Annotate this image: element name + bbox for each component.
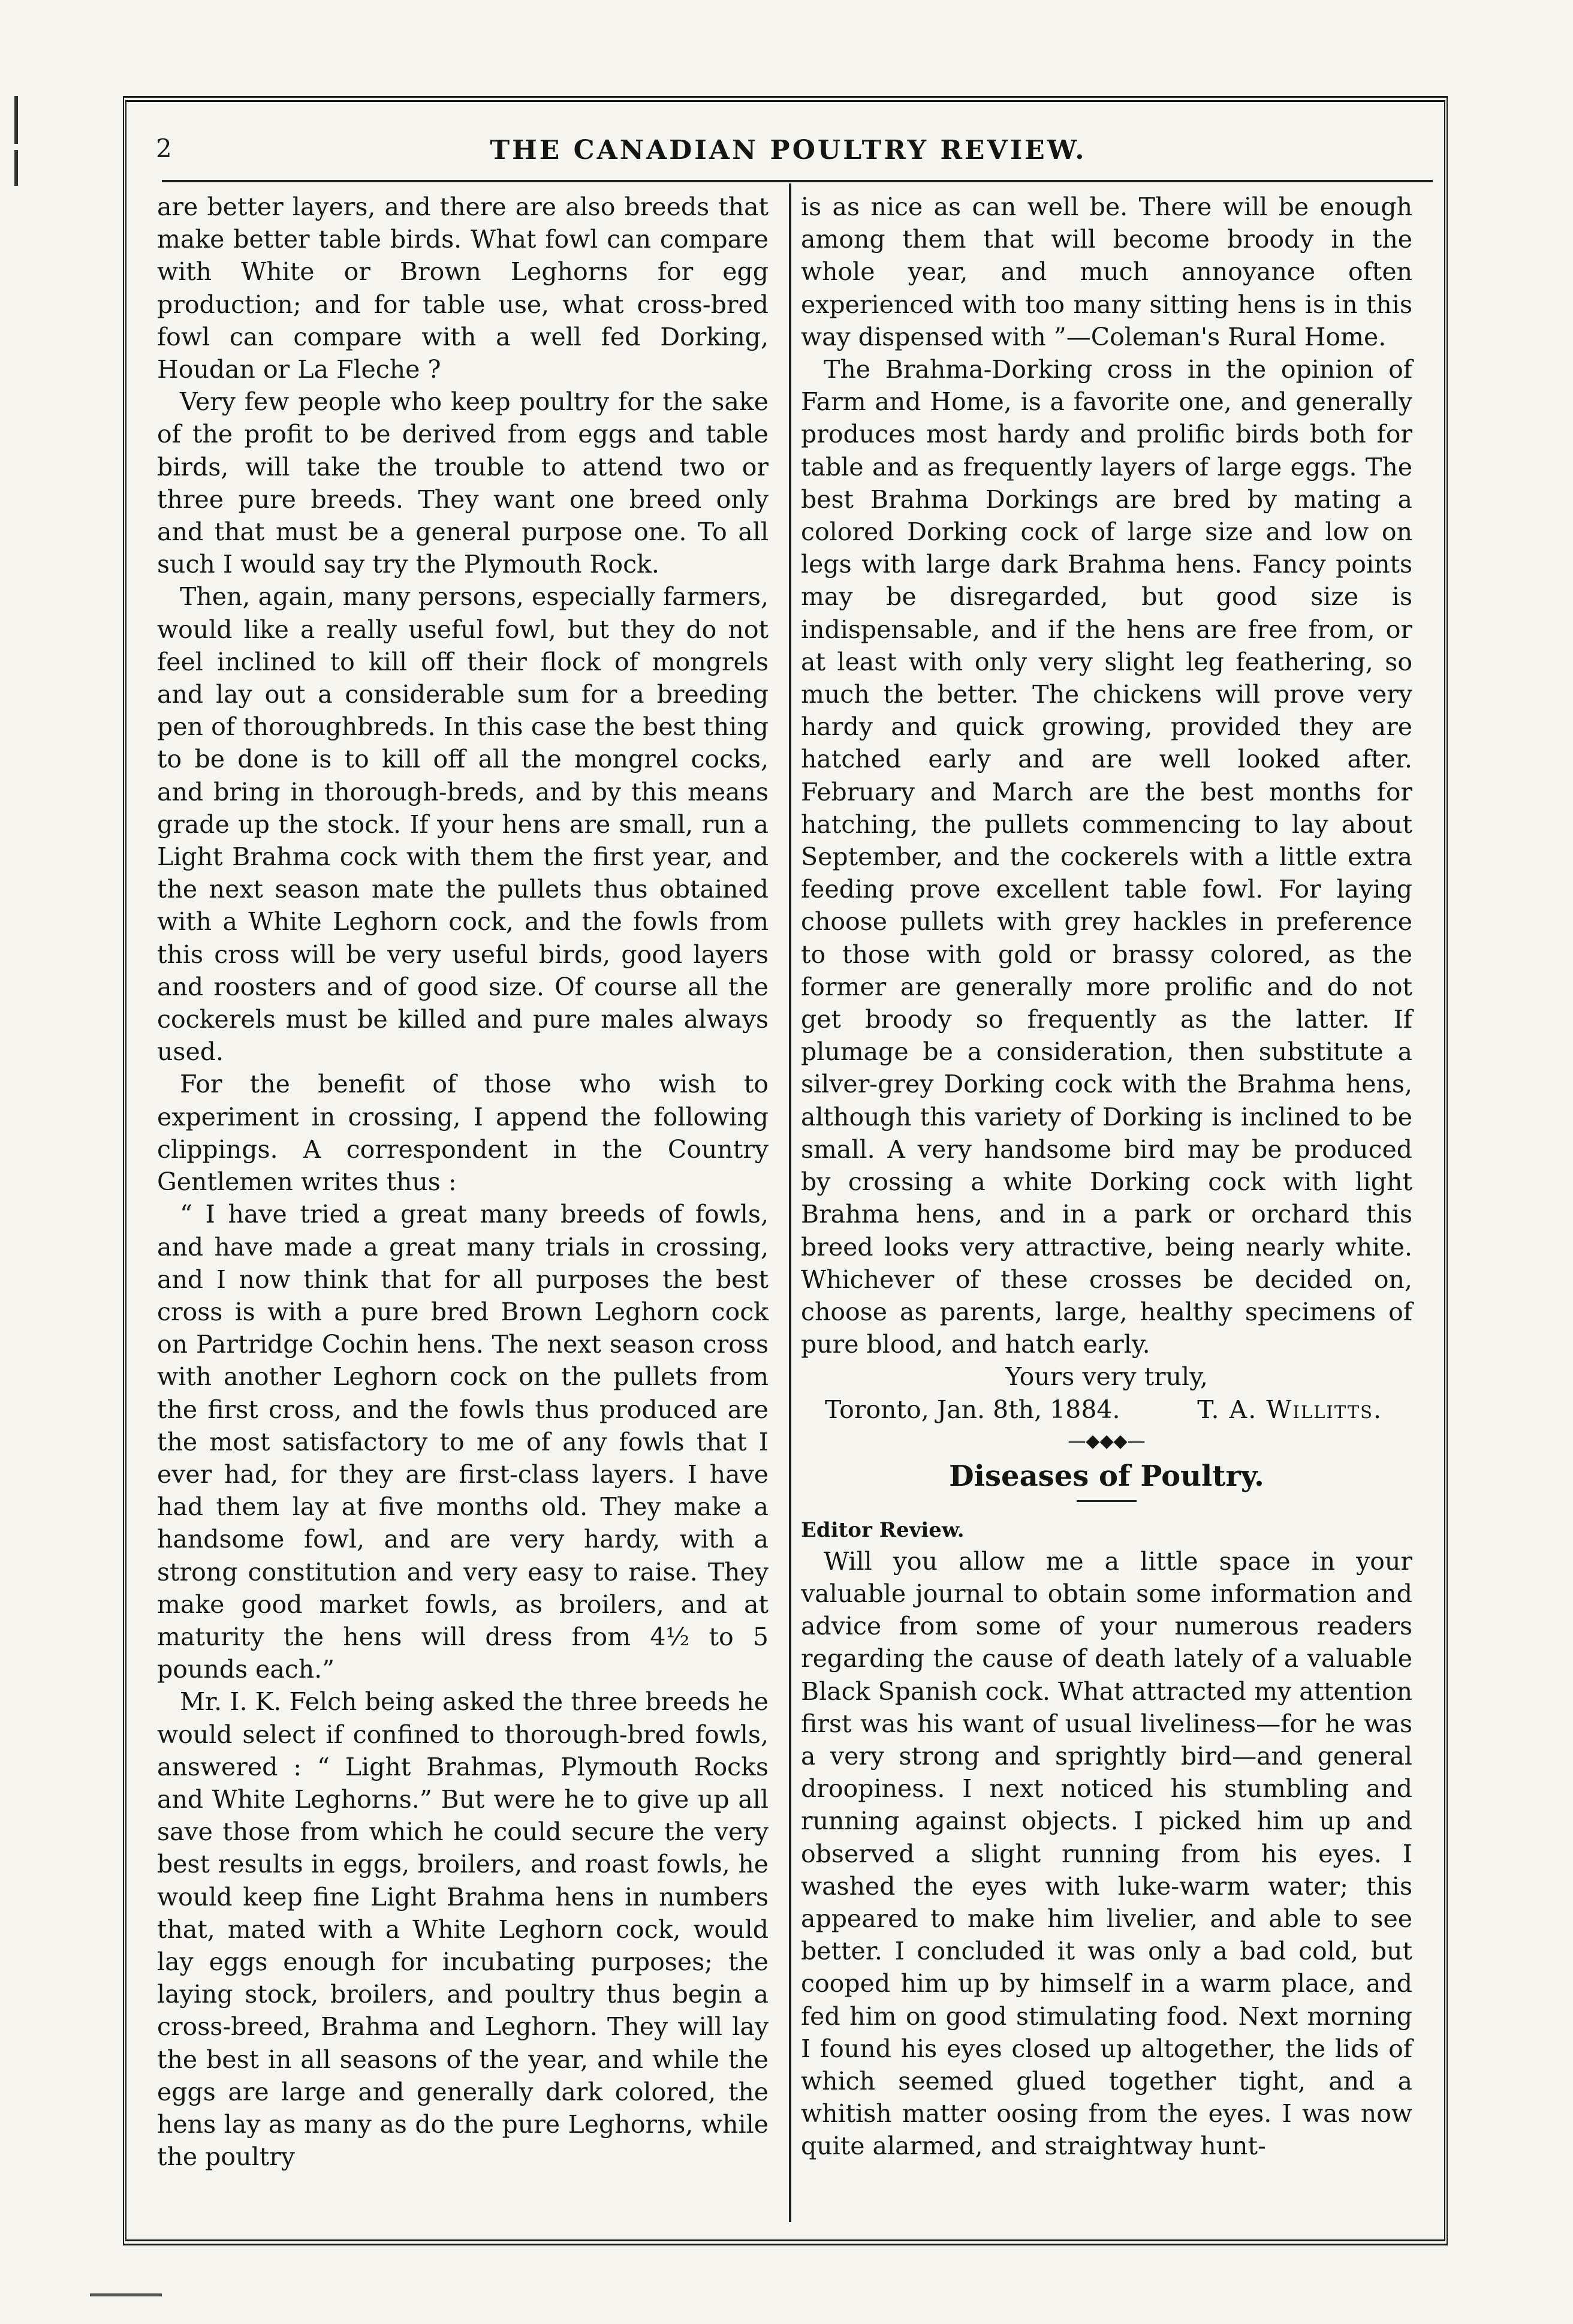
page-edge-mark	[90, 2293, 162, 2296]
paragraph: are better layers, and there are also breeds that make better table birds. What fowl can compare with White or Brown Leghorns for egg production; and for table use, what cross-bred fowl can compare with a well fed Dorking, Houdan or La Fleche ?	[157, 192, 769, 384]
header-rule	[162, 180, 1433, 182]
margin-mark	[14, 96, 18, 144]
signature-name: T. A. Willitts.	[1197, 1395, 1382, 1424]
quoted-paragraph: “ I have tried a great many breeds of fowls, and have made a great many trials in crossing, and I now think that for all purposes the best cross is with a pure bred Brown Leghorn cock on Partridge Cochin hens. The next season cross with another Leghorn cock on the pullets from the first cross, and the fowls thus produced are the most satisfactory to me of any fowls that I ever had, for they are first-class layers. I have had them lay at five months old. They make a handsome fowl, and are very hardy, with a strong constitution and very easy to raise. They make good market fowls, as broilers, and at maturity the hens will dress from 4½ to 5 pounds each.”	[157, 1200, 769, 1684]
paragraph: is as nice as can well be. There will be enough among them that will become broody in the whole year, and much annoyance often experienced with too many sitting hens is in this way dispensed with ”—Coleman's Rural Home.	[801, 192, 1412, 351]
signature-closing: Yours very truly,	[1005, 1362, 1208, 1392]
paragraph: For the benefit of those who wish to experiment in crossing, I append the following clippings. A correspondent in the Country Gentlemen writes thus :	[157, 1070, 769, 1197]
page-header	[156, 123, 1421, 177]
signature-line	[801, 1393, 1412, 1426]
margin-mark	[14, 150, 18, 186]
page-number: 2	[156, 134, 172, 163]
column-divider	[789, 183, 791, 2222]
title-rule	[1077, 1500, 1137, 1502]
signature-block	[801, 1360, 1412, 1425]
left-column	[157, 191, 769, 2173]
paragraph: Mr. I. K. Felch being asked the three breeds he would select if confined to thorough-bred fowls, answered : “ Light Brahmas, Plymouth Rocks and White Leghorns.” But were he to give up all save those from which he could secure the very best results in eggs, broilers, and roast fowls, he would keep fine Light Brahma hens in numbers that, mated with a White Leghorn cock, would lay eggs enough for incubating purposes; the laying stock, broilers, and poultry thus begin a cross-breed, Brahma and Leghorn. They will lay the best in all seasons of the year, and while the eggs are large and generally dark colored, the hens lay as many as do the pure Leghorns, while the poultry	[157, 1687, 769, 2172]
right-column	[801, 191, 1412, 2163]
signature-place-date: Toronto, Jan. 8th, 1884.	[825, 1395, 1120, 1424]
ornament-divider: —◆◆◆—	[1068, 1430, 1146, 1452]
journal-title: THE CANADIAN POULTRY REVIEW.	[490, 134, 1087, 165]
paragraph: Then, again, many persons, especially farmers, would like a really useful fowl, but they do not feel inclined to kill off their flock of mongrels and lay out a considerable sum for a breeding pen of thoroughbreds. In this case the best thing to be done is to kill off all the mongrel cocks, and bring in thorough-breds, and by this means grade up the stock. If your hens are small, run a Light Brahma cock with them the first year, and the next season mate the pullets thus obtained with a White Leghorn cock, and the fowls from this cross will be very useful birds, good layers and roosters and of good size. Of course all the cockerels must be killed and pure males always used.	[157, 582, 769, 1067]
article-title: Diseases of Poultry.	[949, 1459, 1264, 1493]
paragraph: The Brahma-Dorking cross in the opinion of Farm and Home, is a favorite one, and generally produces most hardy and prolific birds both for table and as frequently layers of large eggs. The best Brahma Dorkings are bred by mating a colored Dorking cock of large size and low on legs with large dark Brahma hens. Fancy points may be disregarded, but good size is indispensable, and if the hens are free from, or at least with only very slight leg feathering, so much the better. The chickens will prove very hardy and quick growing, provided they are hatched early and are well looked after. February and March are the best months for hatching, the pullets commencing to lay about September, and the cockerels with a little extra feeding prove excellent table fowl. For laying choose pullets with grey hackles in preference to those with gold or brassy colored, as the former are generally more prolific and do not get broody so frequently as the latter. If plumage be a consideration, then substitute a silver-grey Dorking cock with the Brahma hens, although this variety of Dorking is inclined to be small. A very handsome bird may be produced by crossing a white Dorking cock with light Brahma hens, and in a park or orchard this breed looks very attractive, being nearly white. Whichever of these crosses be decided on, choose as parents, large, healthy specimens of pure blood, and hatch early.	[801, 355, 1412, 1359]
paragraph: Very few people who keep poultry for the sake of the profit to be derived from eggs and table birds, will take the trouble to attend two or three pure breeds. They want one breed only and that must be a general purpose one. To all such I would say try the Plymouth Rock.	[157, 387, 769, 579]
salutation: Editor Review.	[801, 1518, 965, 1542]
paragraph: Will you allow me a little space in your valuable journal to obtain some information and advice from some of your numerous readers regarding the cause of death lately of a valuable Black Spanish cock. What attracted my attention first was his want of usual liveliness—for he was a very strong and sprightly bird—and general droopiness. I next noticed his stumbling and running against objects. I picked him up and observed a slight running from his eyes. I washed the eyes with luke-warm water; this appeared to make him livelier, and able to see better. I concluded it was only a bad cold, but cooped him up by himself in a warm place, and fed him on good stimulating food. Next morning I found his eyes closed up altogether, the lids of which seemed glued together tight, and a whitish matter oosing from the eyes. I was now quite alarmed, and straightway hunt-	[801, 1546, 1412, 2161]
